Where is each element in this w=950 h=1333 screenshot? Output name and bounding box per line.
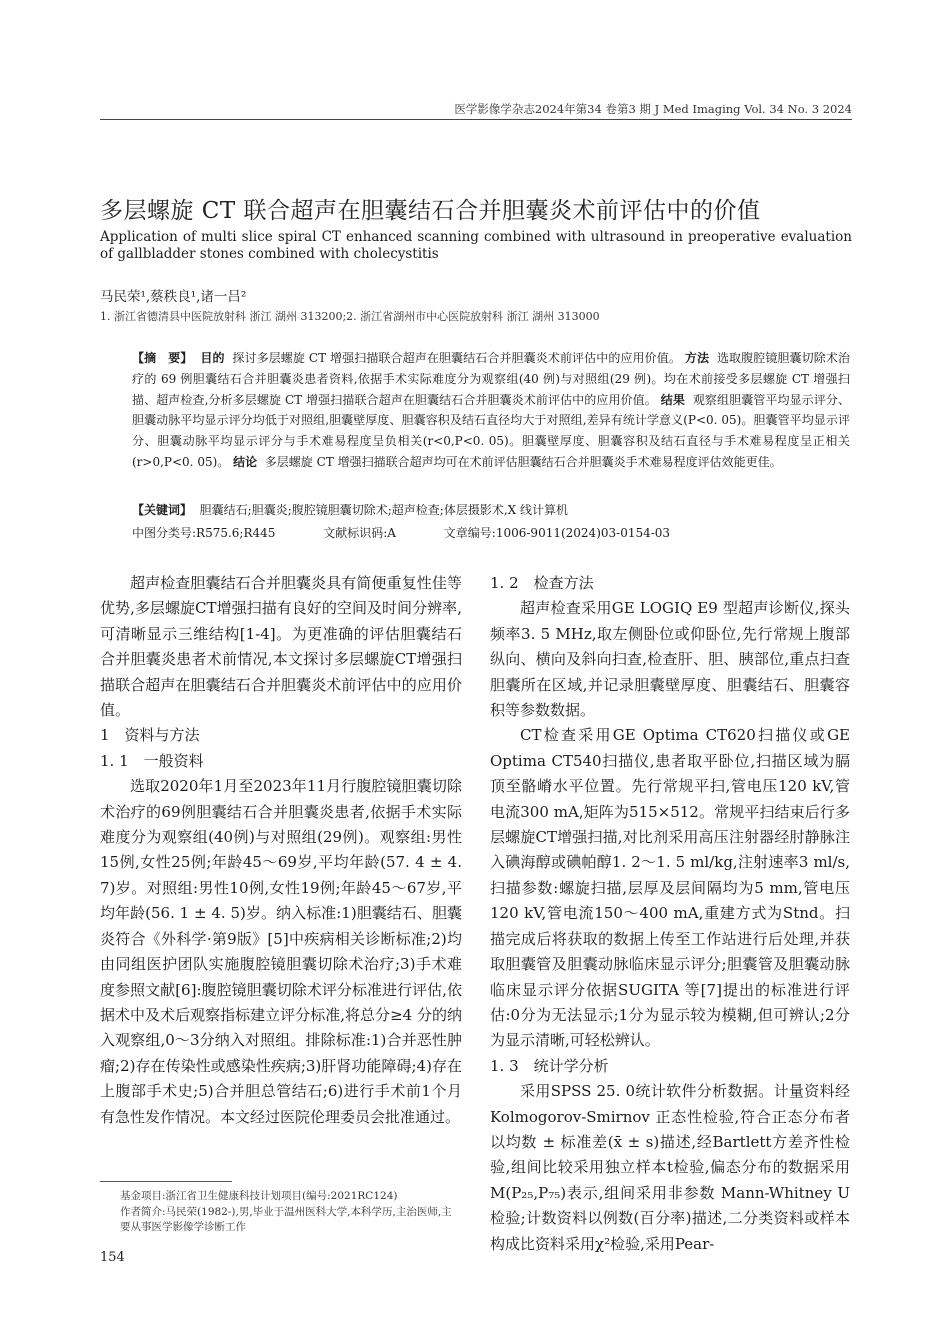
methods-label: 方法 xyxy=(684,351,710,365)
section-1-2-paragraph-b: CT检查采用GE Optima CT620扫描仪或GE Optima CT540扫描仪,患者取平卧位,扫描区域为膈顶至骼嵴水平位置。先行常规平扫,管电压120 kV,管电流300 mA,矩阵为515×512。常规平扫结束后行多层螺旋CT增强扫描,对比剂采用高压注射器经肘静脉注入碘海醇或碘帕醇1. 2～1. 5 ml/kg,注射速率3 ml/s,扫描参数:螺旋扫描,层厚及层间隔均为5 mm,管电压120 kV,管电流150～400 mA,重建方式为Stnd。扫描完成后将获取的数据上传至工作站进行后处理,并获取胆囊管及胆囊动脉临床显示评分;胆囊管及胆囊动脉临床显示评分依据SUGITA 等[7]提出的标准进行评估:0分为无法显示;1分为显示较为模糊,但可辨认;2分为显示清晰,可轻松辨认。 xyxy=(490,726,850,1050)
section-1-3-paragraph: 采用SPSS 25. 0统计软件分析数据。计量资料经 Kolmogorov-Smirnov 正态性检验,符合正态分布者以均数 ± 标准差(x̄ ± s)描述,经Bartlett方差齐性检验,组间比较采用独立样本t检验,偏态分布的数据采用 M(P₂₅,P₇₅)表示,组间采用非参数 Mann-Whitney U检验;计数资料以例数(百分率)描述,二分类资料或样本构成比资料采用χ²检验,采用Pear- xyxy=(490,1082,850,1253)
document-code: 文献标识码:A xyxy=(323,526,396,540)
article-title-cn: 多层螺旋 CT 联合超声在胆囊结石合并胆囊炎术前评估中的价值 xyxy=(100,198,761,224)
section-1-3-heading: 1. 3 统计学分析 xyxy=(490,1056,609,1075)
keywords xyxy=(132,500,850,520)
authors: 马民荣¹,蔡秩良¹,诸一吕² xyxy=(100,289,247,305)
section-1-heading: 1 资料与方法 xyxy=(100,726,200,745)
article-title-en: Application of multi slice spiral CT enhanced scanning combined with ultrasound in preoperative evaluation of gallbladder stones combined with cholecystitis xyxy=(100,229,852,262)
author-note: 作者简介:马民荣(1982-),男,毕业于温州医科大学,本科学历,主治医师,主要从事医学影像学诊断工作 xyxy=(120,1205,452,1233)
running-head: 医学影像学杂志2024年第34 卷第3 期 J Med Imaging Vol. 34 No. 3 2024 xyxy=(454,102,852,116)
right-column xyxy=(490,571,850,1257)
footnote-rule xyxy=(100,1181,232,1182)
footnote xyxy=(120,1189,462,1236)
abstract-label: 【摘 要】 xyxy=(132,351,193,365)
conclusion-text: 多层螺旋 CT 增强扫描联合超声均可在术前评估胆囊结石合并胆囊炎手术难易程度评估效能更佳。 xyxy=(264,454,782,469)
section-1-1-heading: 1. 1 一般资料 xyxy=(100,751,204,770)
objective-text: 探讨多层螺旋 CT 增强扫描联合超声在胆囊结石合并胆囊炎术前评估中的应用价值。 xyxy=(232,351,681,365)
section-1-2-heading: 1. 2 检查方法 xyxy=(490,574,594,592)
header-rule xyxy=(100,119,852,120)
fund-note: 基金项目:浙江省卫生健康科技计划项目(编号:2021RC124) xyxy=(120,1190,398,1202)
objective-label: 目的 xyxy=(200,351,225,365)
abstract xyxy=(132,348,850,473)
article-number: 文章编号:1006-9011(2024)03-0154-03 xyxy=(443,526,671,540)
conclusion-label: 结论 xyxy=(233,454,258,469)
methods-text: 选取腹腔镜胆囊切除术治疗的 69 例胆囊结石合并胆囊炎患者资料,依据手术实际难度分为观察组(40 例)与对照组(29 例)。均在术前接受多层螺旋 CT 增强扫描、超声检查,分析多层螺旋 CT 增强扫描联合超声在胆囊结石合并胆囊炎术前评估中的应用价值。 xyxy=(132,351,850,407)
intro-paragraph: 超声检查胆囊结石合并胆囊炎具有简便重复性佳等优势,多层螺旋CT增强扫描有良好的空间及时间分辨率,可清晰显示三维结构[1-4]。为更准确的评估胆囊结石合并胆囊炎患者术前情况,本文探讨多层螺旋CT增强扫描联合超声在胆囊结石合并胆囊炎术前评估中的应用价值。 xyxy=(100,574,462,720)
left-column xyxy=(100,571,462,1130)
section-1-1-paragraph: 选取2020年1月至2023年11月行腹腔镜胆囊切除术治疗的69例胆囊结石合并胆囊炎患者,依据手术实际难度分为观察组(40例)与对照组(29例)。观察组:男性15例,女性25例;年龄45～69岁,平均年龄(57. 4 ± 4. 7)岁。对照组:男性10例,女性19例;年龄45～67岁,平均年龄(56. 1 ± 4. 5)岁。纳入标准:1)胆囊结石、胆囊炎符合《外科学·第9版》[5]中疾病相关诊断标准;2)均由同组医护团队实施腹腔镜胆囊切除术治疗;3)手术难度参照文献[6]:腹腔镜胆囊切除术评分标准进行评估,依据术中及术后观察指标建立评分标准,将总分≥4 分的纳入观察组,0～3分纳入对照组。排除标准:1)合并恶性肿瘤;2)存在传染性或感染性疾病;3)肝肾功能障碍;4)存在上腹部手术史;5)合并胆总管结石;6)进行手术前1个月有急性发作情况。本文经过医院伦理委员会批准通过。 xyxy=(100,777,462,1126)
page-number: 154 xyxy=(100,1250,125,1265)
classification-line xyxy=(132,524,850,541)
clc-number: 中图分类号:R575.6;R445 xyxy=(132,526,276,540)
keywords-label: 【关键词】 xyxy=(132,503,193,517)
results-label: 结果 xyxy=(660,392,685,407)
affiliations: 1. 浙江省德清县中医院放射科 浙江 湖州 313200;2. 浙江省湖州市中心医院放射科 浙江 湖州 313000 xyxy=(100,310,600,323)
section-1-2-paragraph-a: 超声检查采用GE LOGIQ E9 型超声诊断仪,探头频率3. 5 MHz,取左侧卧位或仰卧位,先行常规上腹部纵向、横向及斜向扫查,检查肝、胆、胰部位,重点扫查胆囊所在区域,并记录胆囊壁厚度、胆囊结石、胆囊容积等参数数据。 xyxy=(490,599,850,720)
results-text: 观察组胆囊管平均显示评分、胆囊动脉平均显示评分均低于对照组,胆囊壁厚度、胆囊容积及结石直径均大于对照组,差异有统计学意义(P<0. 05)。胆囊管平均显示评分、胆囊动脉平均显示评分与手术难易程度呈负相关(r<0,P<0. 05)。胆囊壁厚度、胆囊容积及结石直径与手术难易程度呈正相关(r>0,P<0. 05)。 xyxy=(132,392,850,469)
keywords-text: 胆囊结石;胆囊炎;腹腔镜胆囊切除术;超声检查;体层摄影术,X 线计算机 xyxy=(199,503,569,517)
